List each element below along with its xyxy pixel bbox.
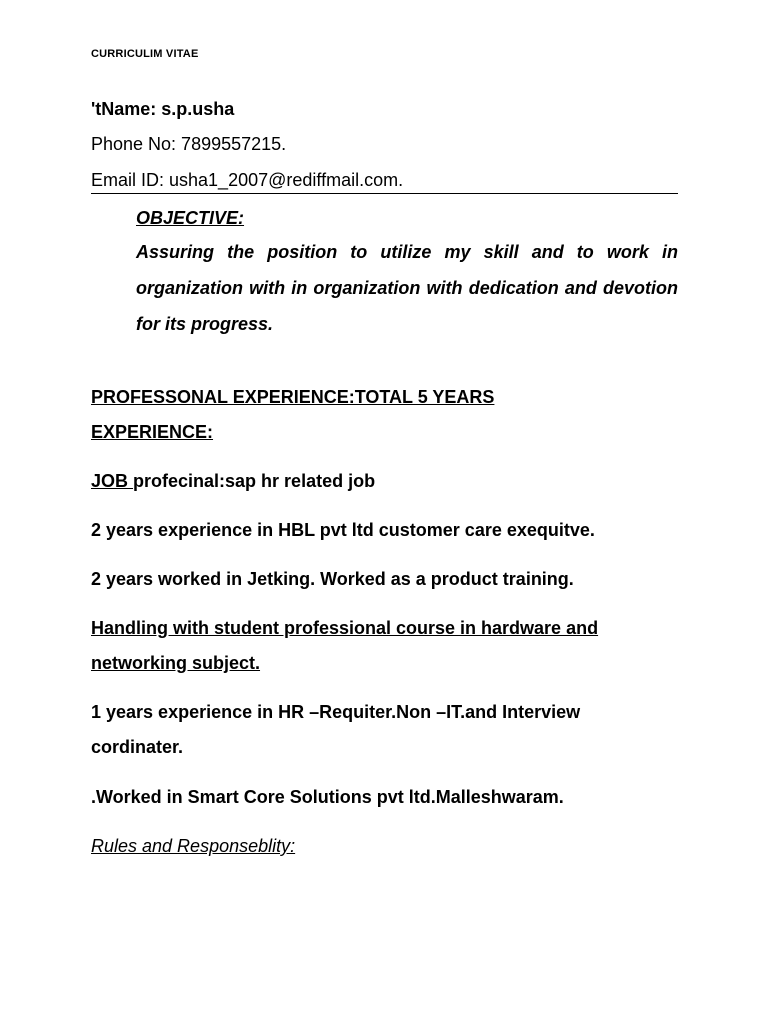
experience-item: 2 years experience in HBL pvt ltd customer care exequitve. (91, 520, 595, 540)
divider-line (91, 193, 678, 194)
job-line (91, 470, 375, 492)
name-line: 'tName: s.p.usha (91, 99, 235, 119)
experience-item: .Worked in Smart Core Solutions pvt ltd.Malleshwaram. (91, 787, 564, 807)
email-line: Email ID: usha1_2007@rediffmail.com. (91, 170, 404, 190)
document-title: CURRICULIM VITAE (91, 48, 199, 60)
job-value: profecinal:sap hr related job (133, 471, 376, 491)
experience-item: 1 years experience in HR –Requiter.Non –IT.and Interview cordinater. (91, 702, 581, 757)
experience-item: Handling with student professional course in hardware and networking subject. (91, 618, 599, 673)
experience-item: 2 years worked in Jetking. Worked as a product training. (91, 569, 574, 589)
objective-text: Assuring the position to utilize my skill and to work in organization with in organization with dedication and devotion for its progress. (136, 242, 678, 334)
objective-heading: OBJECTIVE: (136, 208, 245, 228)
job-label: JOB (91, 471, 134, 491)
experience-heading: PROFESSONAL EXPERIENCE:TOTAL 5 YEARS EXPERIENCE: (91, 387, 495, 442)
rules-heading: Rules and Responseblity: (91, 836, 296, 856)
objective-section (136, 207, 678, 342)
phone-line: Phone No: 7899557215. (91, 134, 287, 154)
